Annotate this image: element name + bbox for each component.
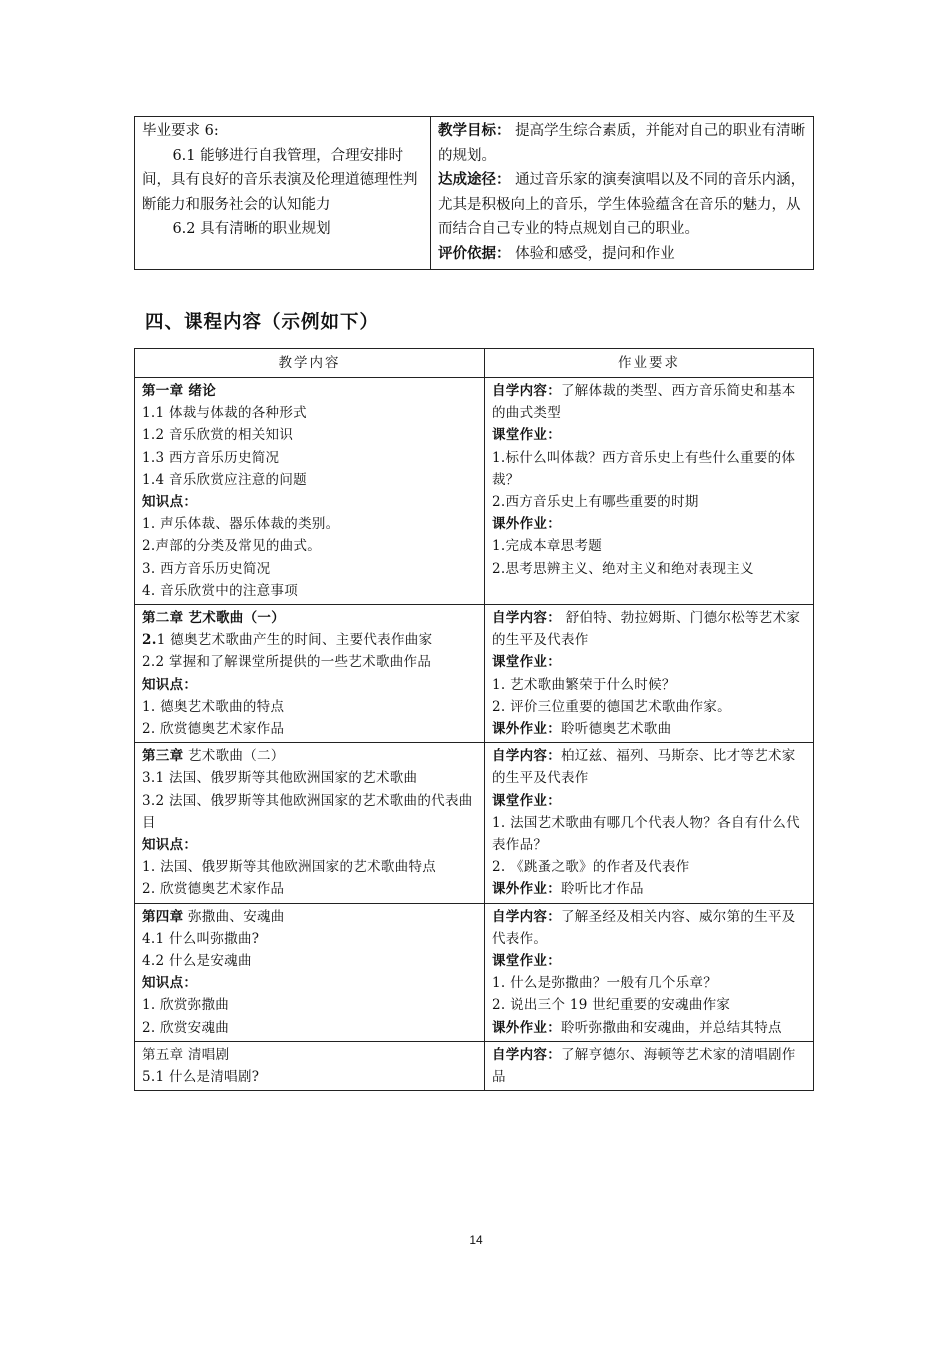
evaluation-basis [438,242,807,267]
self-study-text: 了解圣经及相关内容、威尔第的生平及代表作。 [492,908,796,947]
classwork-label: 课堂作业： [492,953,561,970]
table-row [135,605,814,743]
table-row [135,1041,814,1090]
self-study [492,1044,807,1088]
content-cell [135,605,485,743]
chapter-number: 第三章 [142,748,184,765]
homework-label: 课外作业： [492,1019,561,1036]
list-item: 1. 欣赏弥撒曲 [142,997,230,1014]
path-label: 达成途径： [438,172,511,189]
header-teaching-content: 教学内容 [135,349,485,378]
graduation-requirement-table [134,116,814,270]
list-item: 1. 什么是弥撒曲？一般有几个乐章？ [492,975,718,992]
self-study-text: 柏辽兹、福列、马斯奈、比才等艺术家的生平及代表作 [492,748,796,787]
homework-label: 课外作业： [492,721,561,738]
list-item: 3. 西方音乐历史简况 [142,560,271,577]
self-study [492,607,807,651]
list-item: 1.1 体裁与体裁的各种形式 [142,405,307,422]
list-item: 2.声部的分类及常见的曲式。 [142,538,322,555]
self-study-label: 自学内容： [492,383,561,399]
table-row [135,903,814,1041]
chapter-title: 第五章 清唱剧 [142,1046,230,1063]
self-study-label: 自学内容： [492,610,561,627]
self-study-label: 自学内容： [492,1046,561,1063]
list-item: 1. 艺术歌曲繁荣于什么时候？ [492,676,676,693]
chapter-title [142,745,478,767]
homework-cell [485,1041,814,1090]
homework-text: 聆听弥撒曲和安魂曲，并总结其特点 [561,1019,782,1036]
list-item: 1.3 西方音乐历史简况 [142,449,280,466]
achievement-path [438,168,807,242]
self-study [492,745,807,789]
teaching-goal [438,119,807,168]
chapter-title: 第二章 艺术歌曲（一） [142,610,285,627]
list-item: 1.标什么叫体裁？西方音乐史上有些什么重要的体裁？ [492,449,796,488]
list-item: 4. 音乐欣赏中的注意事项 [142,582,299,599]
requirement-cell [135,117,431,270]
list-item: 2.2 掌握和了解课堂所提供的一些艺术歌曲作品 [142,654,432,671]
content-cell [135,903,485,1041]
list-item: 4.2 什么是安魂曲 [142,953,252,970]
table-row [135,743,814,903]
chapter-name: 弥撒曲、安魂曲 [183,908,285,925]
chapter-name: 艺术歌曲（二） [183,748,285,765]
homework [492,878,807,900]
self-study-text: 了解亨德尔、海顿等艺术家的清唱剧作品 [492,1046,796,1086]
classwork-label: 课堂作业： [492,654,561,671]
eval-label: 评价依据： [438,245,511,262]
classwork-label: 课堂作业： [492,427,561,444]
page-number: 14 [469,1233,483,1247]
homework [492,718,807,740]
homework [492,1017,807,1039]
homework-cell [485,903,814,1041]
homework-label: 课外作业： [492,516,561,533]
chapter-number: 第四章 [142,908,184,925]
table-header-row [135,349,814,378]
homework-text: 聆听德奥艺术歌曲 [561,721,672,738]
content-cell [135,1041,485,1090]
self-study-label: 自学内容： [492,748,561,765]
requirement-6-2: 6.2 具有清晰的职业规划 [172,221,331,238]
list-item: 1.完成本章思考题 [492,538,603,555]
content-cell [135,743,485,903]
classwork-label: 课堂作业： [492,792,561,809]
list-item: 2. 说出三个 19 世纪重要的安魂曲作家 [492,997,731,1014]
table-row [135,378,814,605]
list-item: 4.1 什么叫弥撒曲? [142,930,260,947]
list-item: 3.1 法国、俄罗斯等其他欧洲国家的艺术歌曲 [142,770,418,787]
self-study-label: 自学内容： [492,908,561,925]
homework-cell [485,743,814,903]
knowledge-label: 知识点： [142,494,198,511]
item-number: 2. [142,632,157,649]
requirement-title: 毕业要求 6: [142,123,219,139]
list-item: 2. 欣赏德奥艺术家作品 [142,721,285,738]
item-text: 1 德奥艺术歌曲产生的时间、主要代表作曲家 [156,632,433,649]
list-item [142,629,478,651]
course-content-table [134,348,814,1091]
self-study-text: 舒伯特、勃拉姆斯、门德尔松等艺术家的生平及代表作 [492,610,801,649]
list-item: 3.2 法国、俄罗斯等其他欧洲国家的艺术歌曲的代表曲目 [142,792,473,831]
list-item: 2. 评价三位重要的德国艺术歌曲作家。 [492,698,731,715]
list-item: 1.4 音乐欣赏应注意的问题 [142,471,307,488]
content-cell [135,378,485,605]
list-item: 1. 法国、俄罗斯等其他欧洲国家的艺术歌曲特点 [142,859,437,876]
chapter-title: 第一章 绪论 [142,383,216,399]
list-item: 1. 德奥艺术歌曲的特点 [142,698,285,715]
list-item: 1. 法国艺术歌曲有哪几个代表人物？各自有什么代表作品？ [492,814,800,854]
requirement-6-1: 6.1 能够进行自我管理，合理安排时间，具有良好的音乐表演及伦理道德理性判断能力和服务社会的认知能力 [142,147,418,213]
path-text: 通过音乐家的演奏演唱以及不同的音乐内涵，尤其是积极向上的音乐，学生体验蕴含在音乐的魅力，从而结合自己专业的特点规划自己的职业。 [438,172,806,238]
chapter-title [142,906,478,928]
list-item: 2.西方音乐史上有哪些重要的时期 [492,494,699,511]
goal-cell [431,117,814,270]
list-item: 1.2 音乐欣赏的相关知识 [142,427,294,444]
list-item: 2.思考思辨主义、绝对主义和绝对表现主义 [492,560,754,577]
list-item: 5.1 什么是清唱剧? [142,1069,260,1086]
goal-text: 提高学生综合素质，并能对自己的职业有清晰的规划。 [438,123,806,164]
knowledge-label: 知识点： [142,837,198,854]
list-item: 2. 欣赏安魂曲 [142,1019,230,1036]
self-study [492,380,807,424]
list-item: 1. 声乐体裁、器乐体裁的类别。 [142,516,340,533]
homework-text: 聆听比才作品 [561,881,644,898]
knowledge-label: 知识点： [142,676,198,693]
homework-cell [485,378,814,605]
header-homework: 作业要求 [485,349,814,378]
eval-text: 体验和感受，提问和作业 [510,245,675,262]
goal-label: 教学目标： [438,123,511,139]
self-study-text: 了解体裁的类型、西方音乐简史和基本的曲式类型 [492,383,796,422]
section-title: 四、课程内容（示例如下） [145,312,380,333]
homework-label: 课外作业： [492,881,561,898]
list-item: 2. 欣赏德奥艺术家作品 [142,881,285,898]
homework-cell [485,605,814,743]
table-row [135,117,814,270]
list-item: 2. 《跳蚤之歌》的作者及代表作 [492,859,690,876]
knowledge-label: 知识点： [142,975,198,992]
self-study [492,906,807,950]
